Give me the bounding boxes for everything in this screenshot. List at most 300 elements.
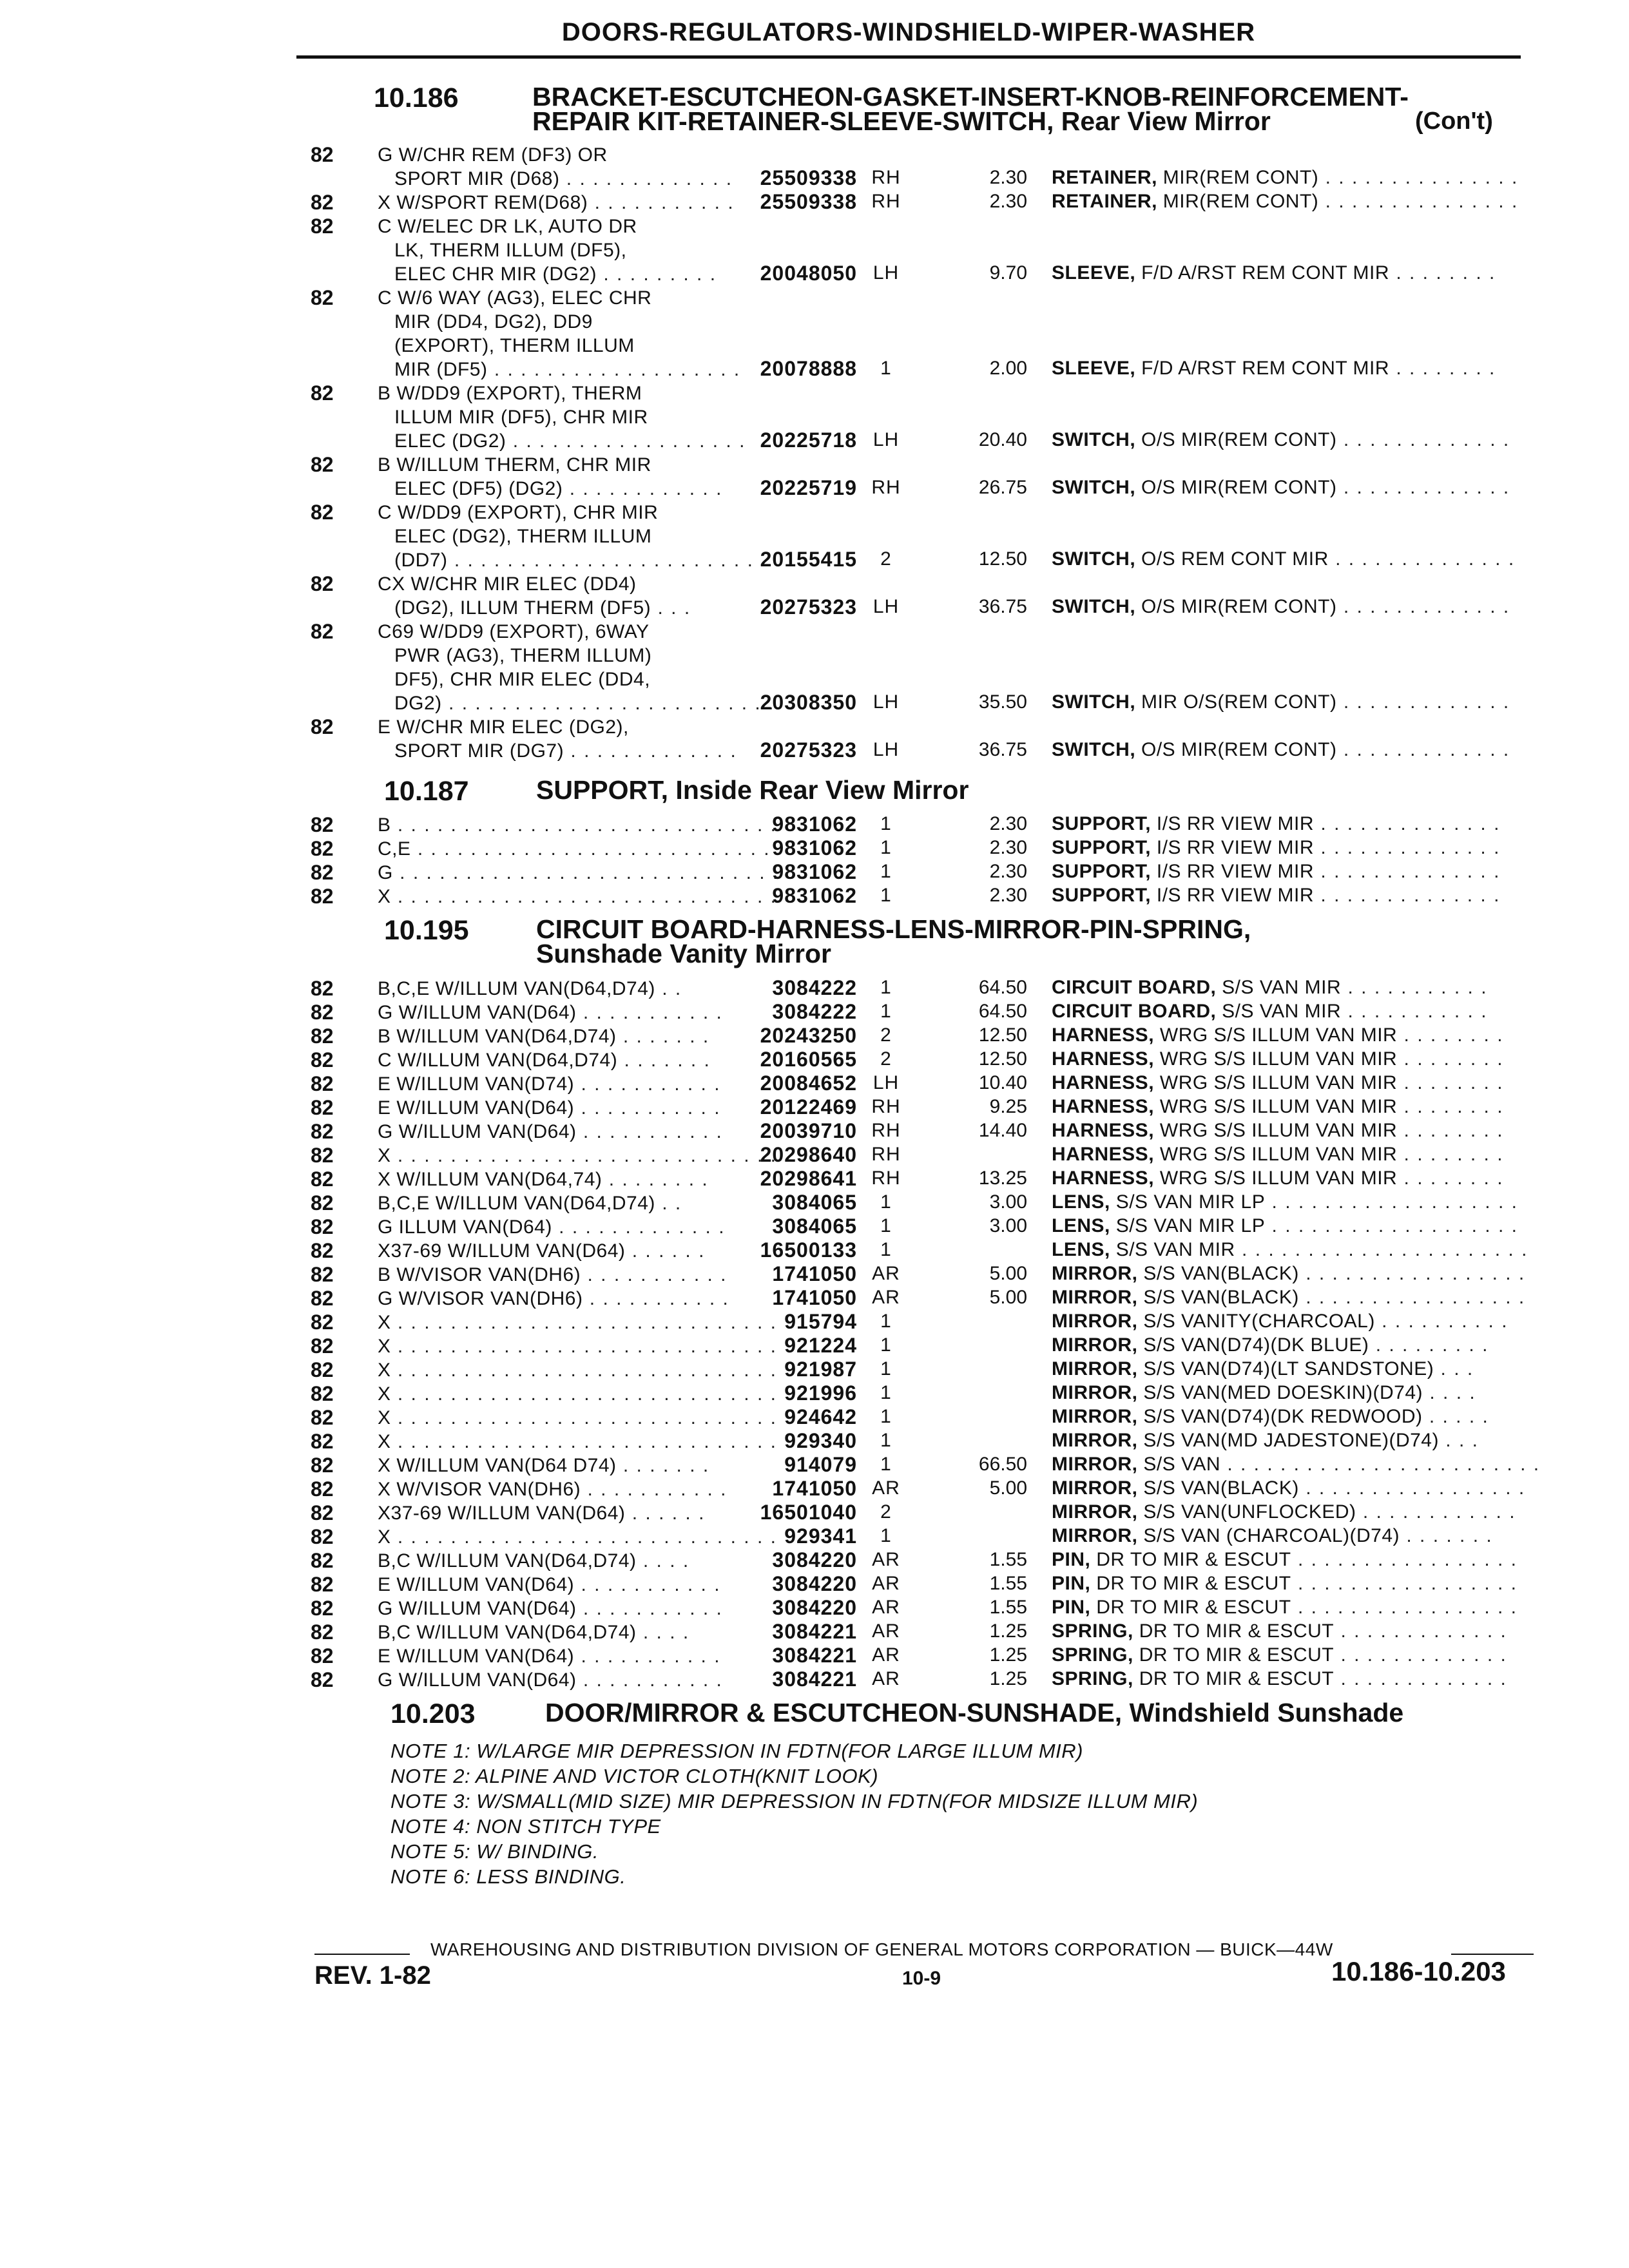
part-name-detail: S/S VAN MIR [1115, 1239, 1235, 1260]
part-name [1052, 1573, 1518, 1595]
quantity: RH [871, 1168, 901, 1189]
part-name [1052, 1597, 1518, 1619]
application-description [378, 1311, 777, 1334]
part-name-keyword: PIN, [1052, 1573, 1091, 1594]
leader-dots: . . . . . . . [616, 1455, 710, 1476]
application-description [394, 262, 718, 286]
part-name-keyword: HARNESS, [1052, 1024, 1155, 1046]
leader-dots: . . . . . . . . [1397, 1144, 1504, 1165]
part-name-detail: DR TO MIR & ESCUT [1139, 1644, 1335, 1666]
part-number: 3084065 [772, 1215, 857, 1238]
description-text: DF5), CHR MIR ELEC (DD4, [394, 669, 651, 690]
application-description [378, 215, 637, 238]
part-number: 25509338 [760, 166, 857, 189]
leader-dots: . . . . . . . . . . . . . . . . . . . . . . . . . . . . . [390, 814, 777, 836]
application-description [394, 334, 635, 358]
application-description [378, 861, 780, 885]
application-description [394, 167, 733, 191]
quantity: 1 [880, 1215, 892, 1236]
section-number: 10.195 [384, 915, 469, 946]
part-name-detail: WRG S/S ILLUM VAN MIR [1159, 1024, 1398, 1046]
part-name-keyword: SWITCH, [1052, 691, 1136, 713]
model-year: 82 [311, 1382, 334, 1405]
description-text: ILLUM MIR (DF5), CHR MIR [394, 407, 648, 428]
part-name [1052, 1358, 1518, 1380]
model-year: 82 [311, 1454, 334, 1477]
part-name-detail: F/D A/RST REM CONT MIR [1141, 358, 1389, 379]
part-number: 3084222 [772, 976, 857, 999]
part-number: 20275323 [760, 595, 857, 619]
description-text: SPORT MIR (D68) [394, 168, 560, 189]
quantity: AR [872, 1287, 900, 1308]
part-name-detail: S/S VAN(BLACK) [1143, 1263, 1299, 1284]
part-name-detail: I/S RR VIEW MIR [1156, 861, 1315, 882]
part-name-detail: S/S VAN MIR LP [1115, 1215, 1266, 1236]
quantity: 1 [880, 885, 892, 906]
application-description [378, 1001, 723, 1024]
leader-dots: . . . . . . . . . . . . . . [1314, 861, 1501, 882]
leader-dots: . . . . . . . . . . . . . . . . . . . [487, 359, 741, 380]
leader-dots: . . . . . . . . . [1369, 1334, 1489, 1356]
section-title: BRACKET-ESCUTCHEON-GASKET-INSERT-KNOB-REINFORCEMENT- [532, 82, 1409, 111]
leader-dots: . . . . . . . [617, 1050, 711, 1071]
part-name-detail: S/S VAN(UNFLOCKED) [1143, 1501, 1356, 1523]
part-name [1052, 477, 1518, 499]
model-year: 82 [311, 1573, 334, 1596]
part-name [1052, 1501, 1518, 1523]
leader-dots: . . . . . . . [1400, 1525, 1493, 1546]
description-text: C,E [378, 838, 411, 860]
part-number: 3084222 [772, 1000, 857, 1023]
model-year: 82 [311, 1215, 334, 1238]
quantity: LH [872, 596, 900, 617]
part-name-detail: I/S RR VIEW MIR [1156, 885, 1315, 906]
part-name-keyword: SLEEVE, [1052, 358, 1136, 379]
application-description [394, 524, 651, 548]
price: 12.50 [978, 1048, 1027, 1070]
part-name [1052, 1454, 1541, 1475]
leader-dots: . . . . . . . . [602, 1169, 709, 1190]
part-name-detail: O/S MIR(REM CONT) [1141, 477, 1337, 498]
part-number: 3084221 [772, 1620, 857, 1643]
price: 64.50 [978, 977, 1027, 998]
description-text: X [378, 1336, 391, 1357]
part-name [1052, 1311, 1518, 1332]
quantity: 1 [880, 1001, 892, 1022]
quantity: AR [872, 1263, 900, 1284]
part-name [1052, 548, 1518, 570]
part-name [1052, 861, 1518, 883]
part-name-keyword: PIN, [1052, 1549, 1091, 1570]
section-number: 10.203 [390, 1698, 476, 1729]
description-text: B,C,E W/ILLUM VAN(D64,D74) [378, 978, 655, 999]
leader-dots: . . . . . . . . . . . . . . . . . [1291, 1549, 1518, 1570]
leader-dots: . . . . . . . . . . . . . [1336, 691, 1510, 713]
leader-dots: . . . . . . [625, 1503, 706, 1524]
price: 9.25 [989, 1096, 1027, 1117]
leader-dots: . . . . . . . . . . . [576, 1121, 723, 1142]
part-number: 16501040 [760, 1501, 857, 1524]
application-description [378, 286, 651, 310]
leader-dots: . . [655, 1193, 682, 1214]
model-year: 82 [311, 1501, 334, 1524]
model-year: 82 [311, 453, 334, 476]
part-name-keyword: PIN, [1052, 1597, 1091, 1618]
section-number: 10.186 [374, 82, 459, 113]
application-description [378, 501, 658, 524]
leader-dots: . . [655, 978, 682, 999]
model-year: 82 [311, 286, 334, 309]
application-description [378, 1144, 777, 1168]
leader-dots: . . . . [636, 1622, 690, 1643]
leader-dots: . . . . . . [625, 1240, 706, 1262]
description-text: X [378, 886, 391, 907]
model-year: 82 [311, 1597, 334, 1620]
part-name-keyword: MIRROR, [1052, 1406, 1138, 1427]
price: 2.30 [989, 885, 1027, 906]
description-text: ELEC (DG2) [394, 430, 506, 452]
quantity: 1 [880, 813, 892, 834]
price: 36.75 [978, 596, 1027, 617]
price: 1.25 [989, 1644, 1027, 1666]
part-name-detail: WRG S/S ILLUM VAN MIR [1159, 1048, 1398, 1070]
part-name-detail: DR TO MIR & ESCUT [1139, 1620, 1335, 1642]
section-title-line2: REPAIR KIT-RETAINER-SLEEVE-SWITCH, Rear View Mirror [532, 106, 1271, 136]
leader-dots: . . . . . . . . . . . . . . . . . . . . . . . . [447, 550, 767, 571]
part-name-detail: S/S VAN MIR [1222, 977, 1342, 998]
part-number: 3084221 [772, 1667, 857, 1691]
application-description [378, 1382, 777, 1406]
model-year: 82 [311, 1024, 334, 1048]
application-description [394, 405, 648, 429]
application-description [394, 238, 627, 262]
note-line: NOTE 2: ALPINE AND VICTOR CLOTH(KNIT LOOK) [390, 1765, 879, 1787]
quantity: AR [872, 1668, 900, 1689]
price: 2.30 [989, 813, 1027, 834]
part-name-keyword: MIRROR, [1052, 1358, 1138, 1379]
leader-dots: . . . . . . . . . . . . . . . . . . . . . . . . . . . . . [390, 1407, 777, 1428]
leader-dots: . . . . . . . . . [597, 264, 717, 285]
description-text: B,C W/ILLUM VAN(D64,D74) [378, 1622, 637, 1643]
quantity: 1 [880, 1239, 892, 1260]
model-year: 82 [311, 715, 334, 738]
application-description [394, 477, 723, 501]
leader-dots: . . . . . . . . . . . . . . . . . . [506, 430, 746, 452]
description-text: B,C,E W/ILLUM VAN(D64,D74) [378, 1193, 655, 1214]
price: 10.40 [978, 1072, 1027, 1093]
model-year: 82 [311, 885, 334, 908]
price: 1.25 [989, 1668, 1027, 1689]
part-number: 20039710 [760, 1119, 857, 1142]
quantity: 1 [880, 1382, 892, 1403]
part-number: 9831062 [772, 836, 857, 860]
quantity: LH [872, 429, 900, 450]
part-number: 1741050 [772, 1477, 857, 1500]
part-name-keyword: HARNESS, [1052, 1072, 1155, 1093]
leader-dots: . . . . . . . . . . . . . [552, 1216, 726, 1238]
part-name-detail: I/S RR VIEW MIR [1156, 837, 1315, 858]
description-text: CX W/CHR MIR ELEC (DD4) [378, 573, 637, 595]
part-name-detail: I/S RR VIEW MIR [1156, 813, 1315, 834]
leader-dots: . . . . . . . . . . . . . . . . . . . . . . . . . [441, 693, 775, 714]
leader-dots: . . . . . . . . [1397, 1096, 1504, 1117]
application-description [378, 143, 608, 167]
application-description [378, 1597, 723, 1620]
leader-dots: . . . . . . . . [1389, 358, 1496, 379]
description-text: G W/VISOR VAN(DH6) [378, 1288, 583, 1309]
part-name [1052, 262, 1518, 284]
application-description [378, 837, 771, 861]
quantity: LH [872, 739, 900, 760]
application-description [378, 191, 735, 215]
model-year: 82 [311, 1358, 334, 1381]
leader-dots: . . . . . . . . . . . . . . . . . . . . . . . . . . . . . [390, 1526, 777, 1548]
leader-dots: . . . . . . . . . . . . . . . . . . . . . . [1235, 1239, 1528, 1260]
description-text: C W/ELEC DR LK, AUTO DR [378, 216, 637, 237]
leader-dots: . . . . . . . . . . . . . . . . . . . [1265, 1215, 1518, 1236]
application-description [378, 620, 650, 644]
part-name [1052, 1620, 1518, 1642]
part-name-keyword: SWITCH, [1052, 739, 1136, 760]
quantity: 1 [880, 1311, 892, 1332]
application-description [394, 310, 593, 334]
description-text: ELEC CHR MIR (DG2) [394, 264, 597, 285]
quantity: RH [871, 191, 901, 212]
part-name-keyword: HARNESS, [1052, 1048, 1155, 1070]
part-number: 20225719 [760, 476, 857, 499]
leader-dots: . . . . . . . . . . . . . . [1314, 837, 1501, 858]
description-text: X W/SPORT REM(D68) [378, 192, 588, 213]
leader-dots: . . . . . . . . . . . . . . [1314, 813, 1501, 834]
price: 5.00 [989, 1263, 1027, 1284]
leader-dots: . . . . . . . . . . . [583, 1288, 729, 1309]
part-name-keyword: SPRING, [1052, 1644, 1133, 1666]
model-year: 82 [311, 1334, 334, 1358]
model-year: 82 [311, 1668, 334, 1691]
description-text: G [378, 862, 393, 883]
model-year: 82 [311, 1549, 334, 1572]
price: 3.00 [989, 1191, 1027, 1213]
note-line: NOTE 4: NON STITCH TYPE [390, 1815, 661, 1838]
note-line: NOTE 5: W/ BINDING. [390, 1840, 599, 1863]
leader-dots: . . . . . . . . [1397, 1168, 1504, 1189]
leader-dots: . . . . . . . . . . . . . . . . . [1291, 1597, 1518, 1618]
part-number: 921224 [784, 1334, 857, 1357]
description-text: X W/ILLUM VAN(D64,74) [378, 1169, 602, 1190]
part-name [1052, 1144, 1518, 1166]
application-description [394, 644, 651, 668]
leader-dots: . . . . . . . . . . . . . [1334, 1668, 1507, 1689]
leader-dots: . . . . . . . . . . . . . . . . . . . . . . . . . . . . . [390, 1145, 777, 1166]
quantity: 1 [880, 358, 892, 379]
description-text: X [378, 1431, 391, 1452]
quantity: AR [872, 1477, 900, 1499]
description-text: LK, THERM ILLUM (DF5), [394, 240, 627, 261]
description-text: X37-69 W/ILLUM VAN(D64) [378, 1503, 626, 1524]
part-name-detail: S/S VAN(D74)(DK REDWOOD) [1143, 1406, 1423, 1427]
part-name-keyword: MIRROR, [1052, 1311, 1138, 1332]
quantity: RH [871, 477, 901, 498]
model-year: 82 [311, 1644, 334, 1667]
leader-dots: . . . . . . . . . . . [576, 1669, 723, 1691]
leader-dots: . . . . . . . . . . . . . [1336, 429, 1510, 450]
part-number: 3084221 [772, 1644, 857, 1667]
description-text: X W/VISOR VAN(DH6) [378, 1479, 581, 1500]
quantity: AR [872, 1549, 900, 1570]
application-description [394, 691, 775, 715]
leader-dots: . . . . . . . . . . . . . . [1314, 885, 1501, 906]
model-year: 82 [311, 1406, 334, 1429]
part-name [1052, 1525, 1518, 1547]
leader-dots: . . . . . . . . . . . [576, 1598, 723, 1619]
part-name [1052, 1382, 1518, 1404]
application-description [378, 1287, 729, 1311]
description-text: C W/ILLUM VAN(D64,D74) [378, 1050, 618, 1071]
part-name [1052, 1024, 1518, 1046]
model-year: 82 [311, 1525, 334, 1548]
application-description [378, 381, 642, 405]
leader-dots: . . . [651, 597, 691, 619]
part-number: 20084652 [760, 1072, 857, 1095]
part-name [1052, 1048, 1518, 1070]
leader-dots: . . . . . . . . . . . . . [1336, 596, 1510, 617]
price: 35.50 [978, 691, 1027, 713]
part-name-detail: S/S VAN(D74)(DK BLUE) [1143, 1334, 1369, 1356]
part-number: 16500133 [760, 1238, 857, 1262]
application-description [378, 1191, 718, 1215]
leader-dots: . . . . . . . . . . . . . . . . . [1298, 1263, 1526, 1284]
quantity: AR [872, 1644, 900, 1666]
part-name-detail: O/S MIR(REM CONT) [1141, 429, 1337, 450]
description-text: X W/ILLUM VAN(D64 D74) [378, 1455, 617, 1476]
part-name [1052, 885, 1518, 907]
part-name-keyword: LENS, [1052, 1191, 1110, 1213]
description-text: X [378, 1360, 391, 1381]
application-description [378, 572, 637, 596]
part-name [1052, 739, 1518, 761]
part-number: 1741050 [772, 1262, 857, 1285]
description-text: G W/CHR REM (DF3) OR [378, 144, 608, 166]
leader-dots: . . . . . . . . . . . . . [1336, 739, 1510, 760]
part-name [1052, 191, 1518, 213]
part-number: 20298641 [760, 1167, 857, 1190]
price: 2.30 [989, 191, 1027, 212]
model-year: 82 [311, 1620, 334, 1644]
section-number: 10.187 [384, 776, 469, 807]
application-description [378, 1644, 721, 1668]
leader-dots: . . . [1434, 1358, 1474, 1379]
description-text: C W/6 WAY (AG3), ELEC CHR [378, 287, 652, 309]
part-name-keyword: SWITCH, [1052, 429, 1136, 450]
part-name-detail: F/D A/RST REM CONT MIR [1141, 262, 1389, 284]
description-text: ELEC (DF5) (DG2) [394, 478, 563, 499]
application-description [378, 813, 777, 837]
leader-dots: . . . . . . . . . . . . . . . . . . . . . . . . . . . . . [392, 862, 780, 883]
description-text: B W/DD9 (EXPORT), THERM [378, 383, 642, 404]
part-name [1052, 1168, 1518, 1189]
leader-dots: . . . . . . . . . . . . . . . . . [1291, 1573, 1518, 1594]
description-text: C W/DD9 (EXPORT), CHR MIR [378, 502, 659, 523]
description-text: B W/ILLUM VAN(D64,D74) [378, 1026, 617, 1047]
description-text: G W/ILLUM VAN(D64) [378, 1121, 577, 1142]
quantity: 1 [880, 1430, 892, 1451]
quantity: AR [872, 1620, 900, 1642]
description-text: SPORT MIR (DG7) [394, 740, 564, 762]
part-name-keyword: MIRROR, [1052, 1263, 1138, 1284]
leader-dots: . . . . . . . . . . . . . [1334, 1620, 1507, 1642]
part-name [1052, 1334, 1518, 1356]
quantity: 1 [880, 1525, 892, 1546]
quantity: 2 [880, 1048, 892, 1070]
part-name [1052, 1191, 1518, 1213]
quantity: LH [872, 1072, 900, 1093]
part-name [1052, 167, 1518, 189]
part-name [1052, 1096, 1518, 1118]
description-text: (EXPORT), THERM ILLUM [394, 335, 635, 356]
part-name-keyword: MIRROR, [1052, 1477, 1138, 1499]
leader-dots: . . . . . . . . . . . . . . . . . [1298, 1477, 1526, 1499]
application-description [378, 1573, 721, 1597]
quantity: RH [871, 1120, 901, 1141]
description-text: DG2) [394, 693, 442, 714]
part-number: 20243250 [760, 1024, 857, 1047]
part-name-keyword: CIRCUIT BOARD, [1052, 977, 1217, 998]
description-text: E W/ILLUM VAN(D74) [378, 1073, 575, 1095]
part-number: 921996 [784, 1381, 857, 1405]
part-name-keyword: HARNESS, [1052, 1096, 1155, 1117]
description-text: E W/ILLUM VAN(D64) [378, 1574, 575, 1595]
part-name-keyword: MIRROR, [1052, 1334, 1138, 1356]
part-name [1052, 1215, 1518, 1237]
leader-dots: . . . . [636, 1550, 690, 1571]
description-text: G W/ILLUM VAN(D64) [378, 1598, 577, 1619]
leader-dots: . . . . . . . . . . . . . . . . . . . . . . . . . . . . . [390, 1383, 777, 1405]
quantity: AR [872, 1573, 900, 1594]
price: 2.30 [989, 861, 1027, 882]
part-name-detail: WRG S/S ILLUM VAN MIR [1159, 1072, 1398, 1093]
part-number: 25509338 [760, 190, 857, 213]
leader-dots: . . . . . . . . . . . [1341, 1001, 1488, 1022]
description-text: E W/ILLUM VAN(D64) [378, 1646, 575, 1667]
model-year: 82 [311, 191, 334, 214]
part-number: 929341 [784, 1524, 857, 1548]
part-name [1052, 1549, 1518, 1571]
price: 3.00 [989, 1215, 1027, 1236]
application-description [378, 1525, 777, 1549]
application-description [378, 977, 718, 1001]
model-year: 82 [311, 1168, 334, 1191]
model-year: 82 [311, 572, 334, 595]
leader-dots: . . . [1438, 1430, 1479, 1451]
price: 64.50 [978, 1001, 1027, 1022]
part-number: 20160565 [760, 1048, 857, 1071]
part-name-keyword: CIRCUIT BOARD, [1052, 1001, 1217, 1022]
part-number: 9831062 [772, 812, 857, 836]
leader-dots: . . . . . . . . [1397, 1024, 1504, 1046]
quantity: 2 [880, 548, 892, 570]
part-name-detail: WRG S/S ILLUM VAN MIR [1159, 1096, 1398, 1117]
price: 12.50 [978, 1024, 1027, 1046]
model-year: 82 [311, 620, 334, 643]
application-description [378, 1215, 726, 1239]
part-name-keyword: SUPPORT, [1052, 837, 1152, 858]
model-year: 82 [311, 1001, 334, 1024]
note-line: NOTE 1: W/LARGE MIR DEPRESSION IN FDTN(FOR LARGE ILLUM MIR) [390, 1740, 1083, 1762]
leader-dots: . . . . . . . . . . . . [1356, 1501, 1516, 1523]
leader-dots: . . . . . . . . . . . . . [564, 740, 737, 762]
footer-rule-right [1451, 1954, 1534, 1955]
part-name-detail: WRG S/S ILLUM VAN MIR [1159, 1168, 1398, 1189]
